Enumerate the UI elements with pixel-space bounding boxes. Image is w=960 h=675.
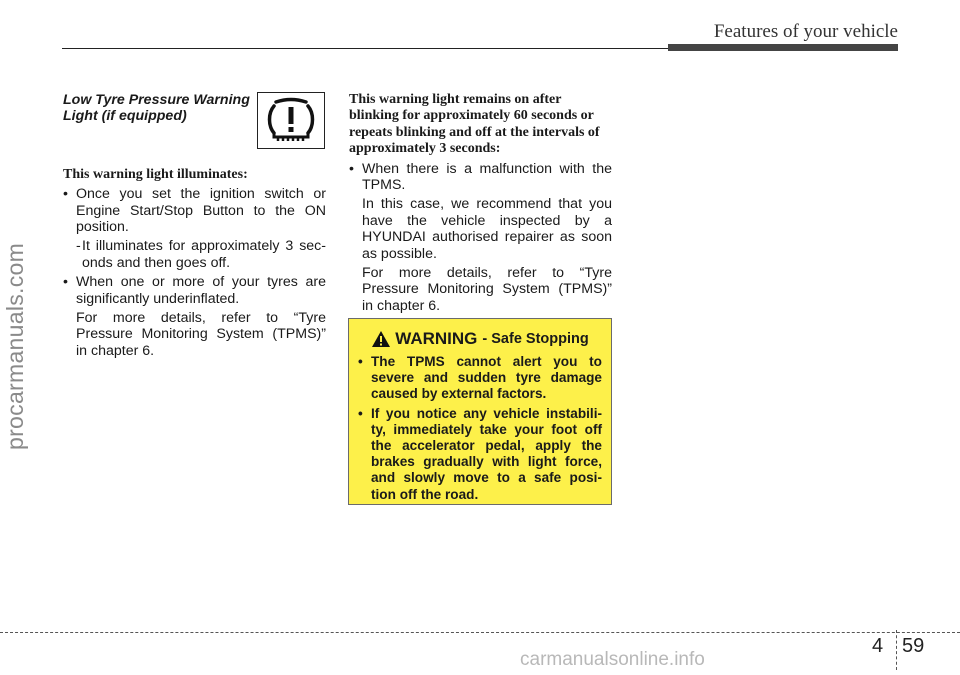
- warning-title: [358, 329, 602, 349]
- bottom-watermark: carmanualsonline.info: [520, 649, 705, 670]
- remains-on-intro: This warning light remains on after blinking for approximately 60 seconds or repeats blinking and off at the intervals of approximately 3 seconds:: [349, 92, 600, 157]
- bullet-ignition: • Once you set the ignition switch or Engine Start/Stop Button to the ON position.: [63, 186, 326, 235]
- bullet-malfunction: • When there is a malfunction with the TPMS.: [349, 161, 612, 194]
- left-column: [63, 92, 326, 359]
- warning-triangle-icon: [371, 330, 391, 348]
- page-number: 59: [902, 635, 925, 657]
- footer-divider: [896, 630, 897, 670]
- warning-label: WARNING: [395, 329, 478, 348]
- middle-details-ref: For more details, refer to “Tyre Pressure Monitoring System (TPMS)” in chapter 6.: [362, 265, 612, 314]
- low-tyre-heading: Low Tyre Pressure Warning Light (if equipped): [63, 92, 250, 125]
- illuminates-intro: This warning light illuminates:: [63, 166, 248, 182]
- warning-item-instability: • If you notice any vehicle instabili- ty, immediately take your foot off the accelerator pedal, apply the brakes gradually with light force, and slowly move to a safe posi- tion off the road.: [358, 406, 602, 503]
- middle-column: [349, 92, 612, 314]
- warning-item-tpms-limit: • The TPMS cannot alert you to severe and sudden tyre damage caused by external factors.: [358, 354, 602, 403]
- warning-subtitle: - Safe Stopping: [482, 331, 589, 347]
- chapter-number: 4: [872, 635, 884, 657]
- bullet-underinflated: • When one or more of your tyres are significantly underinflated.: [63, 274, 326, 307]
- side-watermark: procarmanuals.com: [2, 242, 28, 450]
- section-title: Features of your vehicle: [713, 21, 898, 42]
- left-details-ref: For more details, refer to “Tyre Pressure Monitoring System (TPMS)” in chapter 6.: [76, 310, 326, 359]
- footer-rule: [0, 632, 960, 633]
- sub-approx-3-sec: - It illuminates for approximately 3 sec- onds and then goes off.: [76, 238, 326, 271]
- recommend-inspection: In this case, we recommend that you have the vehicle inspected by a HYUNDAI authorised repairer as soon as possible.: [362, 196, 612, 262]
- header-bar: [668, 44, 898, 51]
- warning-box: [348, 318, 612, 505]
